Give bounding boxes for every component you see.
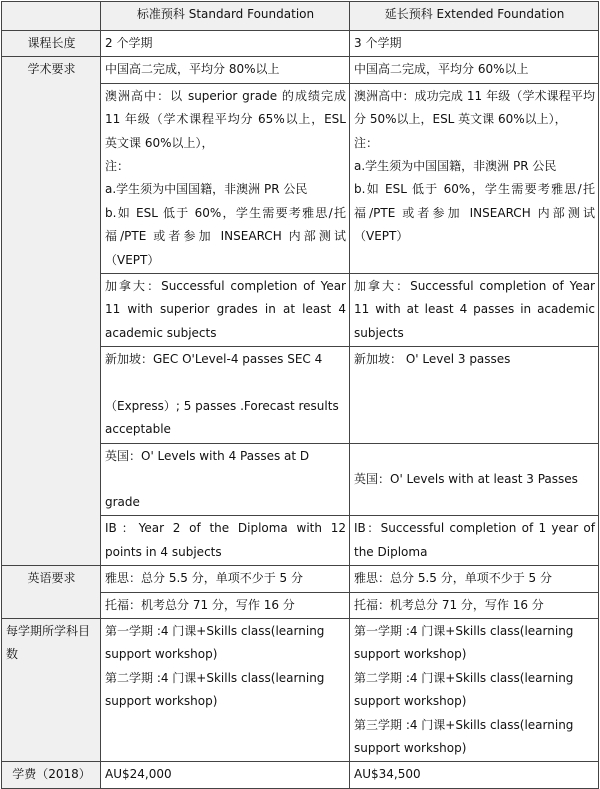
subjects-row [2, 618, 599, 761]
singapore-standard-line1: 新加坡：GEC O'Level-4 passes SEC 4 [105, 352, 323, 367]
australia-extended-note-b: b.如 ESL 低于 60%，学生需要考雅思/托福/PTE 或者参加 INSEARCH 内部测试（VEPT） [354, 182, 595, 244]
uk-standard-line1: 英国：O' Levels with 4 Passes at D [105, 448, 310, 463]
ielts-standard: 雅思：总分 5.5 分，单项不少于 5 分 [101, 566, 350, 592]
australia-extended-cell [350, 83, 599, 273]
singapore-standard-line2: （Express）; 5 passes .Forecast results acceptable [105, 398, 339, 437]
academic-china-row [2, 57, 599, 83]
australia-standard-cell [101, 83, 350, 273]
subjects-standard-cell [101, 618, 350, 761]
english-ielts-row [2, 566, 599, 592]
fee-extended: AU$34,500 [350, 762, 599, 788]
header-row [2, 2, 599, 31]
uk-extended-cell [350, 443, 599, 516]
duration-label: 课程长度 [2, 31, 101, 57]
ielts-extended: 雅思：总分 5.5 分，单项不少于 5 分 [350, 566, 599, 592]
subjects-extended-term2: 第二学期 :4 门课+Skills class(learning support workshop) [354, 670, 574, 709]
singapore-standard-gap [105, 372, 346, 395]
duration-standard: 2 个学期 [101, 31, 350, 57]
toefl-standard: 托福：机考总分 71 分，写作 16 分 [101, 592, 350, 618]
china-extended: 中国高二完成，平均分 60%以上 [350, 57, 599, 83]
header-corner-cell [2, 2, 101, 31]
subjects-standard-term2: 第二学期 :4 门课+Skills class(learning support workshop) [105, 670, 325, 709]
toefl-extended: 托福：机考总分 71 分，写作 16 分 [350, 592, 599, 618]
subjects-extended-cell [350, 618, 599, 761]
fee-standard: AU$24,000 [101, 762, 350, 788]
ib-extended: IB：Successful completion of 1 year of the Diploma [350, 516, 599, 566]
australia-standard-note-a: a.学生须为中国国籍，非澳洲 PR 公民 [105, 182, 308, 197]
australia-extended: 澳洲高中：成功完成 11 年级（学术课程平均分 50%以上，ESL 英文课 60%以上）， [354, 88, 595, 127]
canada-standard: 加拿大：Successful completion of Year 11 with superior grades in at least 4 academic subjects [101, 274, 350, 347]
tuition-fee-label: 学费（2018） [2, 762, 101, 788]
australia-standard-note-b: b.如 ESL 低于 60%，学生需要考雅思/托福/PTE 或者参加 INSEARCH 内部测试（VEPT） [105, 205, 346, 267]
english-requirements-label: 英语要求 [2, 566, 101, 619]
duration-row [2, 31, 599, 57]
uk-standard-line2: grade [105, 494, 140, 509]
ib-standard: IB：Year 2 of the Diploma with 12 points in 4 subjects [101, 516, 350, 566]
singapore-extended: 新加坡： O' Level 3 passes [354, 352, 511, 367]
subjects-extended-term3: 第三学期 :4 门课+Skills class(learning support workshop) [354, 717, 574, 755]
subjects-standard-term1: 第一学期 :4 门课+Skills class(learning support workshop) [105, 623, 325, 662]
foundation-comparison-table [1, 1, 599, 789]
subjects-per-term-label: 每学期所学科目数 [2, 618, 101, 761]
singapore-standard-cell [101, 347, 350, 443]
academic-requirements-label: 学术要求 [2, 57, 101, 566]
australia-standard-note-title: 注： [105, 159, 130, 174]
subjects-extended-term1: 第一学期 :4 门课+Skills class(learning support workshop) [354, 623, 574, 662]
uk-standard-cell [101, 443, 350, 516]
standard-foundation-header: 标准预科 Standard Foundation [101, 2, 350, 31]
canada-extended: 加拿大：Successful completion of Year 11 with at least 4 passes in academic subjects [350, 274, 599, 347]
duration-extended: 3 个学期 [350, 31, 599, 57]
fee-row [2, 762, 599, 788]
china-standard: 中国高二完成，平均分 80%以上 [101, 57, 350, 83]
australia-extended-note-title: 注： [354, 135, 379, 150]
singapore-extended-cell [350, 347, 599, 443]
uk-extended: 英国：O' Levels with at least 3 Passes [354, 471, 578, 486]
extended-foundation-header: 延长预科 Extended Foundation [350, 2, 599, 31]
australia-extended-note-a: a.学生须为中国国籍，非澳洲 PR 公民 [354, 159, 557, 174]
uk-standard-gap [105, 468, 346, 491]
australia-standard: 澳洲高中：以 superior grade 的成绩完成 11 年级（学术课程平均分 65%以上，ESL 英文课 60%以上）， [105, 88, 346, 150]
